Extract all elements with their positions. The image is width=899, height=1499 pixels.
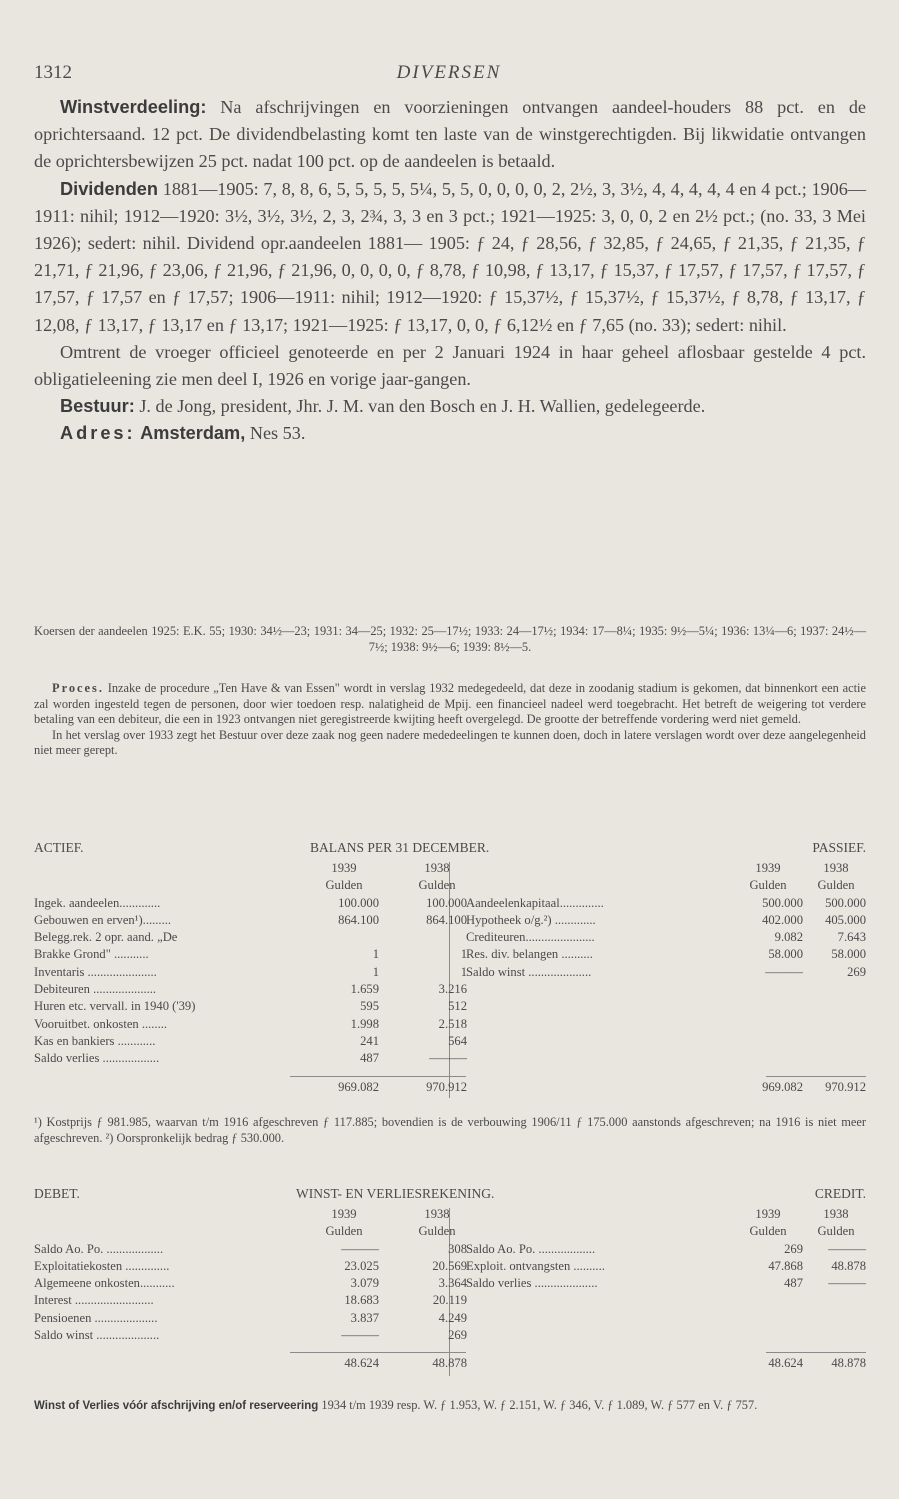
table-row — [466, 929, 866, 946]
value-1938: 864.100 — [426, 912, 467, 927]
row-label: Vooruitbet. onkosten ........ — [34, 1016, 168, 1031]
unit-header — [466, 1223, 866, 1240]
value-1938: 512 — [448, 999, 467, 1014]
row-label: Kas en bankiers ............ — [34, 1033, 156, 1048]
passief-rows — [466, 895, 866, 981]
table-row — [34, 1033, 467, 1050]
credit-column — [466, 1206, 866, 1372]
row-label: Saldo Ao. Po. .................. — [34, 1241, 164, 1256]
value-1939: 3.079 — [350, 1276, 379, 1291]
proces-text-1: Inzake de procedure „Ten Have & van Essen" wordt in verslag 1932 medegedeeld, dat deze in zoodanig stadium is gekomen, dat binnenkort een actie zal worden ingesteld tegen de personen, door wier toedoen resp. nalatigheid de Mpij. een financieel nadeel werd toegebracht. Het betreft de weigering tot verdere betaling van een debiteur, die een in 1923 ontvangen niet geregistreerde kwijting heeft overgelegd. De grootte der betreffende vordering werd niet gemeld. — [34, 681, 866, 727]
text-omtrent: Omtrent de vroeger officieel genoteerde en per 2 Januari 1924 in haar geheel aflosbaar gestelde 4 pct. obligatieleening zie men deel I, 1926 en vorige jaar-gangen. — [34, 341, 866, 390]
value-1938: ——— — [429, 1051, 467, 1066]
year-1939: 1939 — [755, 1207, 781, 1221]
page-header — [34, 62, 864, 88]
row-label: Inventaris ...................... — [34, 964, 157, 979]
winst-note-text: 1934 t/m 1939 resp. W. ƒ 1.953, W. ƒ 2.151, W. ƒ 346, V. ƒ 1.089, W. ƒ 577 en V. ƒ 757. — [321, 1398, 758, 1412]
row-label: Belegg.rek. 2 opr. aand. „De — [34, 930, 178, 945]
row-label: Exploitatiekosten .............. — [34, 1258, 170, 1273]
credit-total — [466, 1352, 866, 1372]
value-1938: 308 — [448, 1241, 467, 1256]
running-title: DIVERSEN — [396, 62, 502, 83]
year-1938: 1938 — [823, 861, 849, 875]
value-1939: 1 — [372, 947, 379, 962]
value-1939: 864.100 — [338, 912, 379, 927]
table-row — [34, 1292, 467, 1309]
actief-title: ACTIEF. — [34, 840, 84, 855]
total-1939: 969.082 — [338, 1079, 379, 1094]
value-1939: ——— — [765, 964, 803, 979]
value-1938: ——— — [828, 1241, 866, 1256]
table-row — [34, 981, 467, 998]
winst-table — [34, 1186, 866, 1386]
proces-paragraph-2: In het verslag over 1933 zegt het Bestuur over deze zaak nog geen nadere mededeelingen te kunnen doen, doch in latere verslagen wordt over deze aangelegenheid niet meer gerept. — [34, 727, 866, 758]
table-row — [34, 912, 467, 929]
value-1939: 241 — [360, 1033, 379, 1048]
row-label: Brakke Grond" ........... — [34, 947, 149, 962]
year-1939: 1939 — [331, 861, 357, 875]
value-1938: 1 — [460, 964, 467, 979]
row-label: Saldo verlies .................... — [466, 1276, 598, 1291]
value-1938: 4.249 — [438, 1310, 467, 1325]
text-bestuur: J. de Jong, president, Jhr. J. M. van den Bosch en J. H. Wallien, gedelegeerde. — [139, 396, 706, 417]
paragraph-bestuur — [34, 393, 866, 420]
table-row — [466, 1258, 866, 1275]
table-row — [34, 1241, 467, 1258]
value-1938: 58.000 — [831, 947, 866, 962]
total-rule — [766, 1076, 866, 1077]
value-1938: 405.000 — [825, 912, 866, 927]
value-1939: 18.683 — [344, 1293, 379, 1308]
year-1939: 1939 — [755, 861, 781, 875]
table-row — [34, 1258, 467, 1275]
total-1938: 48.878 — [831, 1356, 866, 1371]
row-label: Ingek. aandeelen............. — [34, 895, 161, 910]
balans-title: BALANS PER 31 DECEMBER. — [310, 840, 490, 855]
row-label: Exploit. ontvangsten .......... — [466, 1258, 605, 1273]
value-1938: 269 — [448, 1328, 467, 1343]
debet-title: DEBET. — [34, 1186, 80, 1201]
value-1939: 58.000 — [768, 947, 803, 962]
table-row — [34, 1275, 467, 1292]
row-label: Saldo verlies .................. — [34, 1051, 160, 1066]
unit-label: Gulden — [325, 878, 363, 893]
table-row — [466, 912, 866, 929]
winst-footnote — [34, 1397, 866, 1414]
actief-column — [34, 860, 467, 1096]
table-row — [34, 964, 467, 981]
table-row — [466, 895, 866, 912]
table-row — [34, 998, 467, 1015]
unit-header — [466, 877, 866, 894]
debet-total — [34, 1352, 467, 1372]
row-label: Interest ......................... — [34, 1293, 154, 1308]
proces-paragraph-1 — [34, 681, 866, 728]
table-row — [466, 1275, 866, 1292]
label-dividenden: Dividenden — [60, 178, 159, 199]
actief-total — [34, 1076, 467, 1096]
table-row — [34, 929, 434, 946]
value-1939: ——— — [341, 1241, 379, 1256]
value-1938: 2.518 — [438, 1016, 467, 1031]
total-rule — [290, 1352, 466, 1353]
paragraph-adres — [34, 420, 866, 447]
row-label: Algemeene onkosten........... — [34, 1276, 175, 1291]
value-1939: 487 — [784, 1276, 803, 1291]
row-label: Res. div. belangen .......... — [466, 947, 593, 962]
value-1938: 3.216 — [438, 982, 467, 997]
value-1938: 20.569 — [432, 1258, 467, 1273]
value-1939: 1.659 — [350, 982, 379, 997]
table-row — [34, 1310, 467, 1327]
table-row — [34, 1050, 467, 1067]
paragraph-winstverdeeling — [34, 94, 866, 176]
paragraph-dividenden — [34, 176, 866, 339]
value-1938: 500.000 — [825, 895, 866, 910]
table-row — [34, 1016, 467, 1033]
passief-title: PASSIEF. — [812, 840, 866, 855]
year-header — [466, 860, 866, 877]
year-1938: 1938 — [424, 861, 450, 875]
value-1939: 487 — [360, 1051, 379, 1066]
total-1939: 48.624 — [768, 1356, 803, 1371]
adres-city: Amsterdam, — [140, 423, 246, 444]
row-label: Huren etc. vervall. in 1940 ('39) — [34, 999, 196, 1014]
proces-label: Proces. — [52, 681, 104, 695]
total-rule — [766, 1352, 866, 1353]
total-1939: 48.624 — [344, 1356, 379, 1371]
total-1938: 970.912 — [825, 1079, 866, 1094]
value-1938: ——— — [828, 1276, 866, 1291]
text-dividenden: 1881—1905: 7, 8, 8, 6, 5, 5, 5, 5, 5¼, 5, 5, 0, 0, 0, 0, 2, 2½, 3, 3½, 4, 4, 4, 4, 4 en 4 pct.; 1906—1911: nihil; 1912—1920: 3½, 3½, 3½, 2, 3, 2¾, 3, 3 en 3 pct.; 1921—1925: 3, 0, 0, 2 en 2½ pct.; (no. 33, 3 Mei 1926); sedert: nihil. Dividend opr.aandeelen 1881— 1905: ƒ 24, ƒ 28,56, ƒ 32,85, ƒ 24,65, ƒ 21,35, ƒ 21,35, ƒ 21,71, ƒ 21,96, ƒ 23,06, ƒ 21,96, ƒ 21,96, 0, 0, 0, 0, ƒ 8,78, ƒ 10,98, ƒ 13,17, ƒ 15,37, ƒ 17,57, ƒ 17,57, ƒ 17,57, ƒ 17,57, ƒ 17,57 en ƒ 17,57; 1906—1911: nihil; 1912—1920: ƒ 15,37½, ƒ 15,37½, ƒ 15,37½, ƒ 8,78, ƒ 13,17, ƒ 12,08, ƒ 13,17, ƒ 13,17 en ƒ 13,17; 1921—1925: ƒ 13,17, 0, 0, ƒ 6,12½ en ƒ 7,65 (no. 33); sedert: nihil. — [34, 178, 867, 335]
unit-label: Gulden — [749, 878, 787, 893]
passief-total — [466, 1076, 866, 1096]
value-1938: 100.000 — [426, 895, 467, 910]
value-1939: 100.000 — [338, 895, 379, 910]
table-row — [34, 946, 467, 963]
koersen-text: Koersen der aandeelen 1925: E.K. 55; 1930: 34½—23; 1931: 34—25; 1932: 25—17½; 1933: 24—17½; 1934: 17—8¼; 1935: 9½—5¼; 1936: 13¼—6; 1937: 24½—7½; 1938: 9½—6; 1939: 8½—5. — [34, 624, 866, 654]
year-1938: 1938 — [823, 1207, 849, 1221]
unit-label: Gulden — [418, 878, 456, 893]
winst-title: WINST- EN VERLIESREKENING. — [296, 1186, 495, 1201]
actief-rows — [34, 895, 467, 1068]
unit-header — [34, 1223, 456, 1240]
value-1939: 595 — [360, 999, 379, 1014]
row-label: Crediteuren...................... — [466, 930, 595, 945]
winst-heading — [34, 1186, 866, 1204]
value-1939: 47.868 — [768, 1258, 803, 1273]
total-1938: 970.912 — [426, 1079, 467, 1094]
label-adres: Adres: — [60, 423, 136, 444]
total-1938: 48.878 — [432, 1356, 467, 1371]
year-1939: 1939 — [331, 1207, 357, 1221]
value-1939: 1.998 — [350, 1016, 379, 1031]
page-number: 1312 — [34, 62, 72, 83]
table-row — [34, 1327, 467, 1344]
row-label: Pensioenen .................... — [34, 1310, 158, 1325]
text-winstverdeeling: Na afschrijvingen en voorzieningen ontvangen aandeel-houders 88 pct. en de oprichtersaand. 12 pct. De dividendbelasting komt ten laste van de winstgerechtigden. Bij likwidatie ontvangen de oprichtersbewijzen 25 pct. nadat 100 pct. op de aandeelen is betaald. — [34, 97, 867, 172]
balans-table — [34, 840, 866, 1100]
value-1939: ——— — [341, 1328, 379, 1343]
label-bestuur: Bestuur: — [60, 396, 135, 417]
unit-header — [34, 877, 456, 894]
unit-label: Gulden — [817, 878, 855, 893]
value-1938: 269 — [847, 964, 866, 979]
credit-title: CREDIT. — [814, 1186, 866, 1201]
paragraph-omtrent — [34, 339, 866, 393]
unit-label: Gulden — [418, 1224, 456, 1239]
value-1938: 7.643 — [837, 930, 866, 945]
debet-rows — [34, 1241, 467, 1345]
value-1938: 48.878 — [831, 1258, 866, 1273]
value-1939: 3.837 — [350, 1310, 379, 1325]
proces-section — [34, 681, 866, 759]
text-adres: Nes 53. — [249, 423, 306, 444]
unit-label: Gulden — [325, 1224, 363, 1239]
row-label: Debiteuren .................... — [34, 982, 157, 997]
value-1939: 23.025 — [344, 1258, 379, 1273]
row-label: Gebouwen en erven¹)......... — [34, 912, 172, 927]
total-1939: 969.082 — [762, 1079, 803, 1094]
value-1938: 564 — [448, 1033, 467, 1048]
credit-rows — [466, 1241, 866, 1293]
value-1938: 3.364 — [438, 1276, 467, 1291]
row-label: Saldo Ao. Po. .................. — [466, 1241, 596, 1256]
label-winstverdeeling: Winstverdeeling: — [60, 97, 207, 117]
unit-label: Gulden — [749, 1224, 787, 1239]
value-1939: 402.000 — [762, 912, 803, 927]
total-rule — [290, 1076, 466, 1077]
value-1938: 1 — [460, 947, 467, 962]
year-header — [34, 860, 450, 877]
row-label: Saldo winst .................... — [34, 1328, 160, 1343]
year-1938: 1938 — [424, 1207, 450, 1221]
year-header — [466, 1206, 866, 1223]
unit-label: Gulden — [817, 1224, 855, 1239]
value-1939: 500.000 — [762, 895, 803, 910]
value-1939: 269 — [784, 1241, 803, 1256]
table-row — [466, 946, 866, 963]
row-label: Hypotheek o/g.²) ............. — [466, 912, 596, 927]
balans-heading — [34, 840, 866, 858]
value-1938: 20.119 — [432, 1293, 467, 1308]
row-label: Saldo winst .................... — [466, 964, 592, 979]
value-1939: 1 — [372, 964, 379, 979]
table-row — [466, 1241, 866, 1258]
winst-note-label: Winst of Verlies vóór afschrijving en/of reserveering — [34, 1400, 319, 1412]
value-1939: 9.082 — [774, 930, 803, 945]
table-row — [466, 964, 866, 981]
table-row — [34, 895, 467, 912]
balans-footnote: ¹) Kostprijs ƒ 981.985, waarvan t/m 1916 afgeschreven ƒ 117.885; bovendien is de verbouwing 1906/11 ƒ 175.000 aanstonds afgeschreven; na 1916 is niet meer afgeschreven. ²) Oorspronkelijk bedrag ƒ 530.000. — [34, 1115, 866, 1145]
passief-column — [466, 860, 866, 1096]
body-text — [34, 94, 866, 448]
row-label: Aandeelenkapitaal.............. — [466, 895, 604, 910]
year-header — [34, 1206, 450, 1223]
debet-column — [34, 1206, 467, 1372]
